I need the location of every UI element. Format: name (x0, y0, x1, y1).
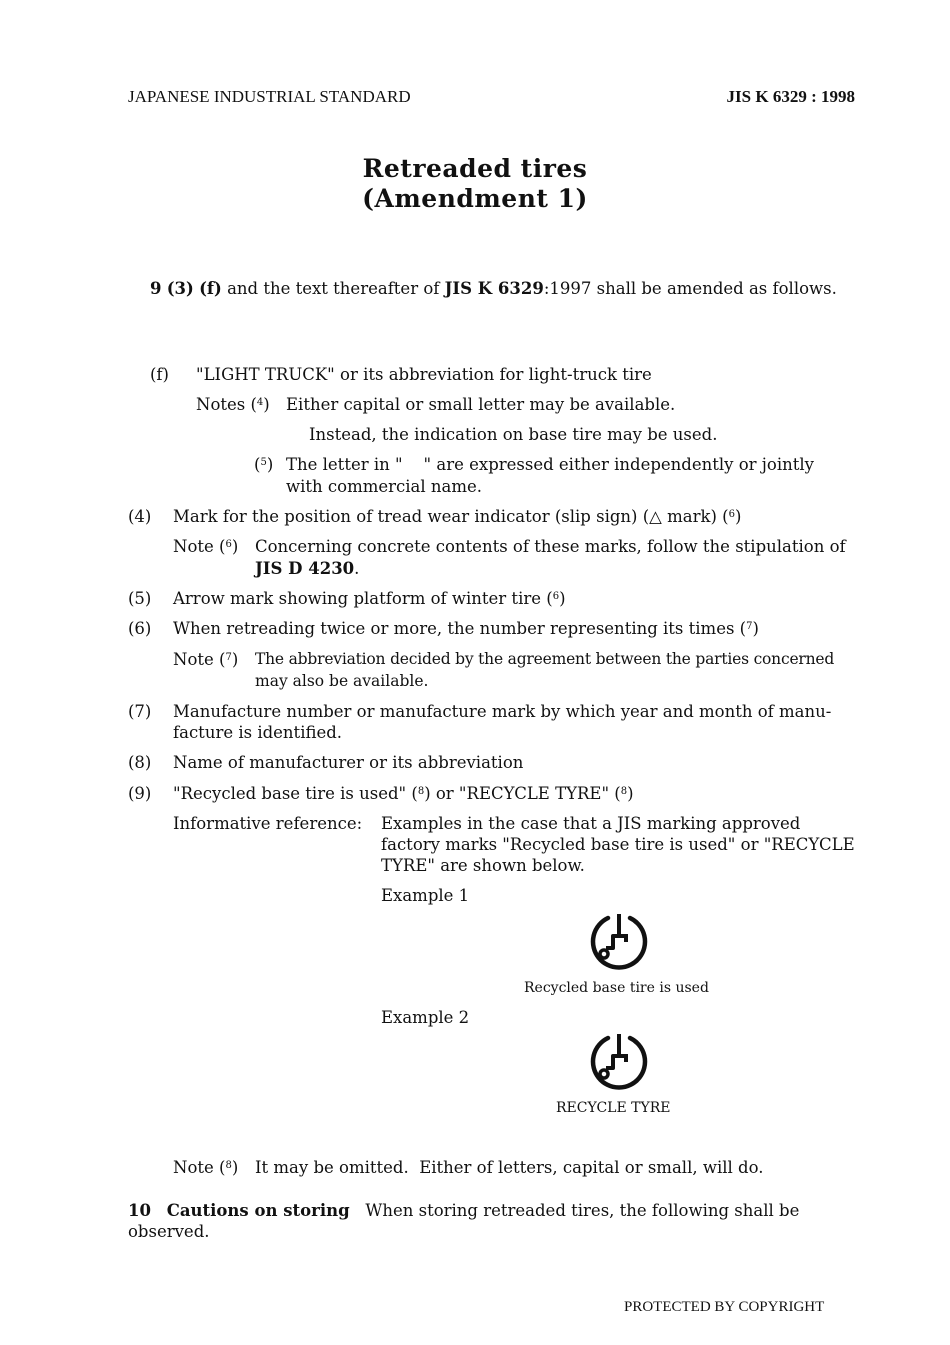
note-label: Note (173, 650, 214, 669)
note-label: Note (173, 537, 214, 556)
clause-10-text-2: observed. (128, 1222, 210, 1241)
item-6-note-text-2: may also be available. (255, 672, 429, 690)
intro-mid: and the text thereafter of (227, 279, 440, 298)
note-ref: 6 (225, 539, 232, 550)
referenced-standard: JIS D 4230 (255, 559, 355, 578)
item-8-label: (8) (128, 753, 152, 772)
note-ref: 7 (225, 652, 232, 663)
copyright-notice: PROTECTED BY COPYRIGHT (624, 1299, 825, 1315)
item-7-text-1: Manufacture number or manufacture mark by which year and month of manu- (173, 702, 832, 721)
note-4-text: Either capital or small letter may be available. (286, 395, 676, 414)
note-8-label: Note ($^8$) (173, 1158, 239, 1177)
item-9-text-b: or "RECYCLE TYRE" (430, 784, 610, 803)
clause-10-line-1 (128, 1201, 799, 1220)
item-4-label: (4) (128, 507, 152, 526)
item-9-label: (9) (128, 784, 152, 803)
note-ref: 8 (620, 786, 628, 797)
item-8-text: Name of manufacturer or its abbreviation (173, 753, 524, 772)
informative-line-3: TYRE" are shown below. (381, 856, 585, 875)
period: . (354, 559, 360, 578)
intro-end: shall be amended as follows. (596, 279, 837, 298)
intro-standard: JIS K 6329 (444, 279, 544, 298)
note-ref: 5 (260, 457, 267, 468)
intro-item: (f) (199, 279, 222, 298)
header-standard-number: JIS K 6329 : 1998 (726, 87, 855, 106)
note-ref: 7 (746, 621, 753, 632)
amendment-intro (150, 279, 837, 298)
item-9-text-a: "Recycled base tire is used" (173, 784, 407, 803)
item-4-note-text-1: Concerning concrete contents of these marks, follow the stipulation of (255, 537, 846, 556)
note-5-ref: ($^5$) (254, 455, 274, 474)
example-2-caption: RECYCLE TYRE (556, 1100, 671, 1116)
informative-label: Informative reference: (173, 814, 363, 833)
recycle-mark-icon (584, 1030, 650, 1092)
note-5-text-1: The letter in " " are expressed either independently or jointly (286, 455, 814, 474)
example-1-label: Example 1 (381, 886, 470, 905)
item-6-text: When retreading twice or more, the number representing its times ($^7$) (173, 619, 759, 638)
item-9-text: "Recycled base tire is used" ($^8$) or "RECYCLE TYRE" ($^8$) (173, 784, 634, 803)
clause-10-heading: Cautions on storing (166, 1201, 350, 1220)
header-standard-name: JAPANESE INDUSTRIAL STANDARD (128, 87, 411, 106)
note-ref: 6 (728, 509, 735, 520)
item-6-note-text-1: The abbreviation decided by the agreement between the parties concerned (255, 650, 835, 668)
note-ref: 8 (417, 786, 425, 797)
page-subtitle: (Amendment 1) (362, 184, 588, 213)
example-1-caption: Recycled base tire is used (524, 980, 709, 996)
item-f-text: "LIGHT TRUCK" or its abbreviation for light-truck tire (196, 365, 652, 384)
item-7-text-2: facture is identified. (173, 723, 343, 742)
item-4-text: Mark for the position of tread wear indicator (slip sign) (△ mark) ($^6$) (173, 507, 742, 526)
informative-line-2: factory marks "Recycled base tire is used" or "RECYCLE (381, 835, 855, 854)
item-4-note-text-2 (255, 559, 359, 578)
item-4-text-end: mark) (661, 507, 717, 526)
item-7-label: (7) (128, 702, 152, 721)
intro-sub: (3) (166, 279, 194, 298)
item-4-text-main: Mark for the position of tread wear indicator (slip sign) ( (173, 507, 650, 526)
clause-10-text-1: When storing retreaded tires, the following shall be (365, 1201, 800, 1220)
triangle-mark-icon: △ (649, 507, 662, 526)
item-6-text-main: When retreading twice or more, the number representing its times (173, 619, 735, 638)
item-5-text-main: Arrow mark showing platform of winter tire (173, 589, 541, 608)
item-6-note-label: Note ($^7$) (173, 650, 239, 669)
note-8-text: It may be omitted. Either of letters, capital or small, will do. (255, 1158, 764, 1177)
intro-clause: 9 (150, 279, 162, 298)
item-4-note-label: Note ($^6$) (173, 537, 239, 556)
item-5-text: Arrow mark showing platform of winter tire ($^6$) (173, 589, 566, 608)
clause-10-number: 10 (128, 1201, 151, 1220)
notes-label: Notes (196, 395, 246, 414)
note-5-text-2: with commercial name. (286, 477, 483, 496)
page-title: Retreaded tires (362, 154, 588, 183)
note-ref: 8 (225, 1160, 232, 1171)
note-ref: 4 (256, 397, 264, 408)
item-5-label: (5) (128, 589, 152, 608)
note-label: Note (173, 1158, 214, 1177)
note-ref: 6 (552, 591, 560, 602)
item-f-label: (f) (150, 365, 169, 384)
recycle-mark-icon (584, 910, 650, 972)
item-f-notes: Notes ($^4$) (196, 395, 270, 414)
item-6-label: (6) (128, 619, 152, 638)
intro-year: :1997 (543, 279, 592, 298)
note-4-text-2: Instead, the indication on base tire may be used. (309, 425, 718, 444)
example-2-label: Example 2 (381, 1008, 470, 1027)
informative-line-1: Examples in the case that a JIS marking approved (381, 814, 801, 833)
